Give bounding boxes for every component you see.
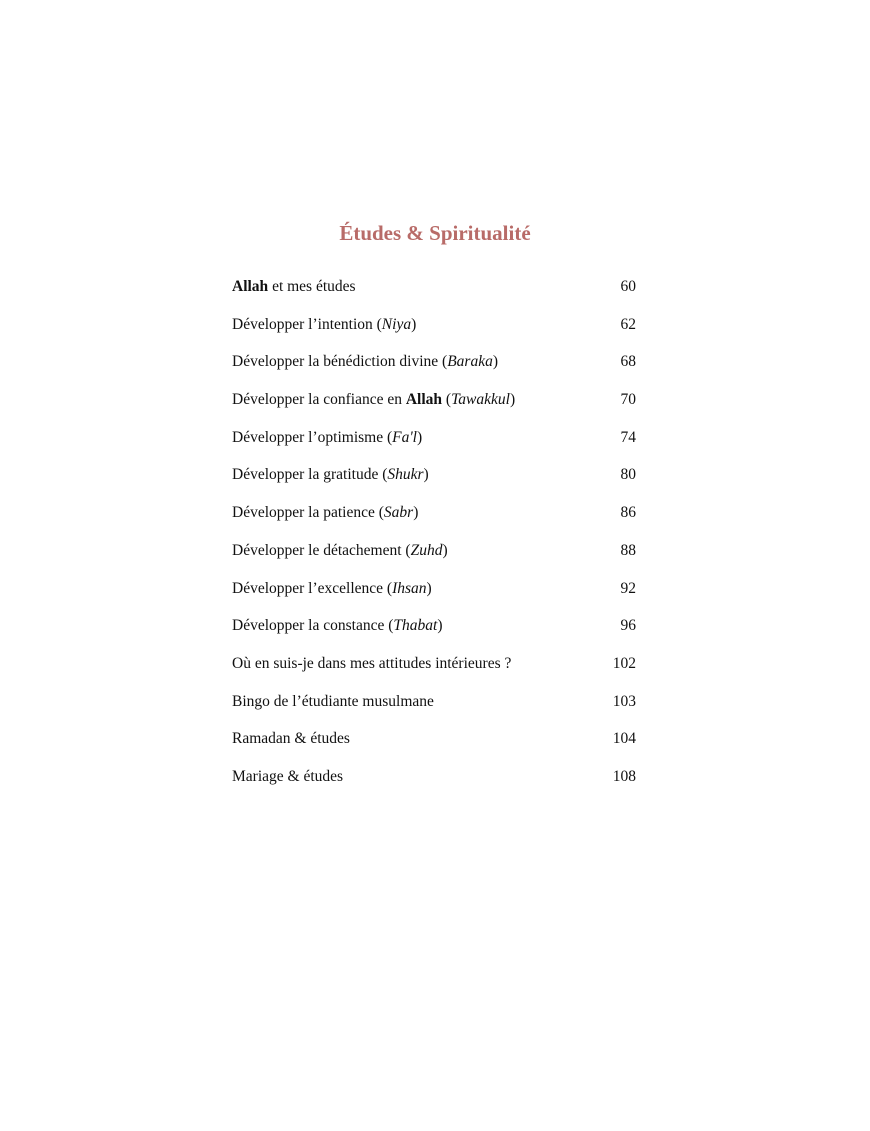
toc-entry-text-segment: ) xyxy=(413,504,419,522)
toc-entry-page-number: 62 xyxy=(620,315,636,333)
toc-entry-page-number: 80 xyxy=(620,466,636,484)
toc-entry-label xyxy=(232,273,356,301)
toc-entry[interactable] xyxy=(232,763,636,801)
toc-entry-text-segment: ) xyxy=(416,428,423,446)
toc-entry-text-segment: ) xyxy=(492,353,499,371)
toc-entry-text-segment: Développer l’optimisme ( xyxy=(232,428,393,446)
toc-entry-text-segment: Développer l’excellence ( xyxy=(232,579,393,597)
toc-entry-text-segment: Développer la bénédiction divine ( xyxy=(232,353,448,371)
toc-entry-label xyxy=(232,424,422,452)
toc-entry-label xyxy=(232,725,350,753)
toc-entry-text-segment: ) xyxy=(509,391,516,409)
toc-entry-text-segment: Développer la patience ( xyxy=(232,504,384,522)
toc-entry-label xyxy=(232,650,511,678)
toc-entry-text-segment: Développer la constance ( xyxy=(232,617,394,635)
toc-entry[interactable] xyxy=(232,499,636,537)
table-of-contents xyxy=(232,273,636,801)
toc-entry-text-segment: Développer le détachement ( xyxy=(232,541,411,559)
toc-entry-page-number: 96 xyxy=(620,617,636,635)
toc-entry[interactable] xyxy=(232,688,636,726)
toc-entry-label xyxy=(232,575,432,603)
toc-entry-text-segment: Allah xyxy=(232,278,269,295)
toc-entry[interactable] xyxy=(232,650,636,688)
toc-entry-label xyxy=(232,461,429,489)
toc-entry-text-segment: Développer l’intention ( xyxy=(232,315,382,333)
toc-entry-text-segment: ) xyxy=(411,315,417,333)
toc-entry-page-number: 103 xyxy=(612,692,636,710)
toc-entry-page-number: 86 xyxy=(620,504,636,522)
toc-entry-page-number: 108 xyxy=(612,767,636,785)
toc-entry-text-segment: Thabat xyxy=(393,617,438,635)
toc-entry-text-segment: Mariage & études xyxy=(232,767,344,785)
section-title: Études & Spiritualité xyxy=(339,221,531,245)
toc-entry-page-number: 60 xyxy=(620,278,636,295)
toc-entry-text-segment: Ihsan xyxy=(392,579,427,597)
toc-entry[interactable] xyxy=(232,311,636,349)
toc-entry-text-segment: Bingo de l’étudiante musulmane xyxy=(232,692,434,710)
toc-entry-text-segment: Shukr xyxy=(387,466,424,484)
toc-entry-page-number: 74 xyxy=(620,428,636,446)
toc-entry-label xyxy=(232,688,434,716)
toc-entry[interactable] xyxy=(232,273,636,311)
toc-entry-label xyxy=(232,386,515,414)
toc-entry-text-segment: Allah xyxy=(405,391,443,409)
toc-entry[interactable] xyxy=(232,575,636,613)
toc-entry[interactable] xyxy=(232,537,636,575)
toc-entry-label xyxy=(232,537,448,565)
toc-entry-text-segment: Baraka xyxy=(447,353,493,371)
toc-entry-page-number: 68 xyxy=(620,353,636,371)
toc-entry-label xyxy=(232,499,418,527)
toc-entry-text-segment: ) xyxy=(423,466,429,484)
toc-entry-text-segment: ( xyxy=(442,391,452,409)
toc-entry[interactable] xyxy=(232,348,636,386)
toc-entry-text-segment: Développer la confiance en xyxy=(232,391,406,409)
toc-entry-label xyxy=(232,763,343,791)
toc-entry-text-segment: Tawakkul xyxy=(451,391,510,409)
toc-entry-page-number: 102 xyxy=(612,654,636,672)
toc-entry[interactable] xyxy=(232,612,636,650)
toc-entry-text-segment: et mes études xyxy=(268,278,356,295)
toc-entry-text-segment: Zuhd xyxy=(410,541,443,559)
toc-entry[interactable] xyxy=(232,424,636,462)
toc-entry-label xyxy=(232,311,416,339)
toc-entry-text-segment: Ramadan & études xyxy=(232,730,350,748)
toc-entry-text-segment: ) xyxy=(426,579,432,597)
toc-entry-text-segment: ) xyxy=(437,617,443,635)
toc-entry-text-segment: Niya xyxy=(381,315,412,333)
toc-entry-label xyxy=(232,612,443,640)
toc-entry[interactable] xyxy=(232,461,636,499)
toc-entry[interactable] xyxy=(232,386,636,424)
toc-entry-page-number: 70 xyxy=(620,391,636,409)
toc-entry-page-number: 92 xyxy=(620,579,636,597)
toc-entry-page-number: 104 xyxy=(612,730,636,748)
toc-entry-text-segment: Fa'l xyxy=(392,428,417,446)
toc-entry-text-segment: Sabr xyxy=(383,504,414,522)
toc-entry[interactable] xyxy=(232,725,636,763)
toc-entry-text-segment: Développer la gratitude ( xyxy=(232,466,388,484)
toc-entry-page-number: 88 xyxy=(620,541,636,559)
toc-entry-label xyxy=(232,348,498,376)
toc-entry-text-segment: ) xyxy=(442,541,448,559)
toc-entry-text-segment: Où en suis-je dans mes attitudes intérieures ? xyxy=(232,654,512,672)
